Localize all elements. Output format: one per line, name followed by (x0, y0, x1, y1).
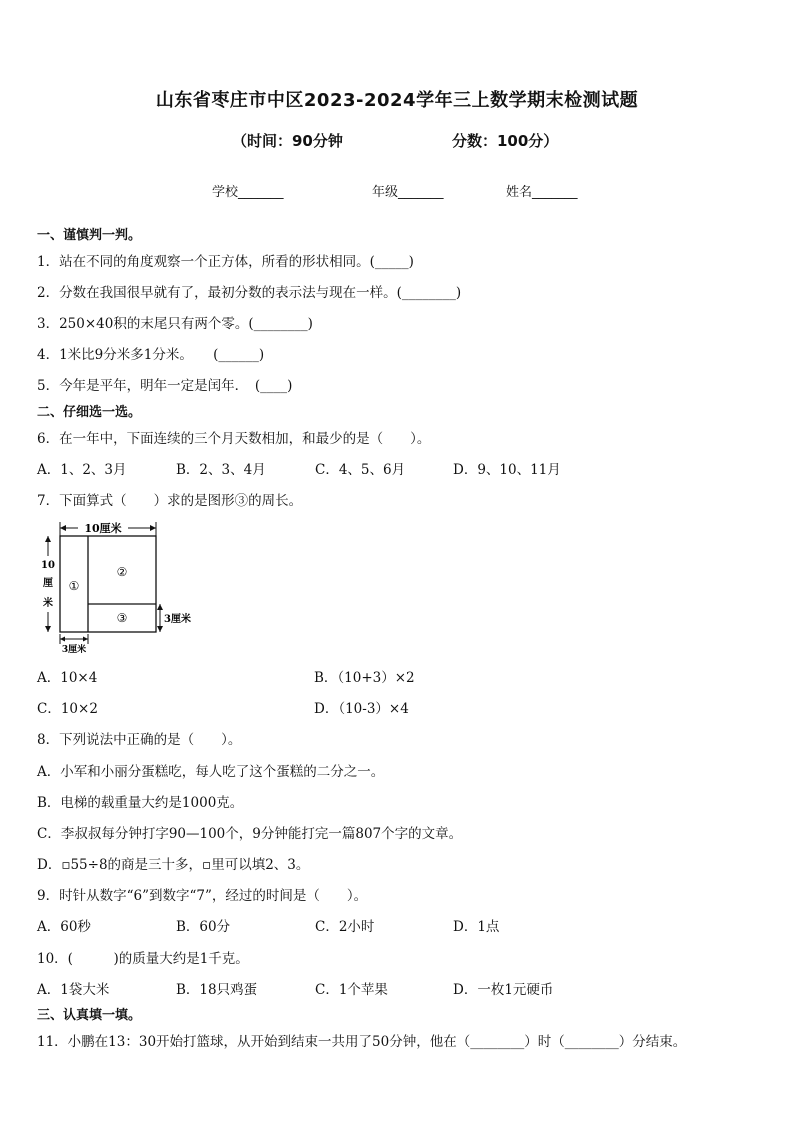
region-1-label: ① (68, 579, 80, 593)
name-field: 姓名_______ (506, 185, 578, 200)
q8-option-a: A．小军和小丽分蛋糕吃，每人吃了这个蛋糕的二分之一。 (37, 764, 385, 780)
top-arrow-left (60, 525, 66, 531)
question-5: 5．今年是平年，明年一定是闰年． (____) (37, 378, 293, 394)
right-arrow-bottom (157, 626, 163, 632)
question-3: 3．250×40积的末尾只有两个零。(________) (37, 316, 313, 332)
section-2-heading: 二、仔细选一选。 (37, 405, 142, 420)
q8-option-d: D．▫55÷8的商是三十多，▫里可以填2、3。 (37, 857, 310, 873)
q8-option-b: B．电梯的载重量大约是1000克。 (37, 795, 244, 811)
q10-option-c: C．1个苹果 (315, 982, 388, 998)
q7-option-b: B．（10+3）×2 (314, 670, 415, 686)
section-1-heading: 一、谨慎判一判。 (37, 228, 142, 243)
school-field: 学校_______ (212, 185, 284, 200)
question-7: 7．下面算式（ ）求的是图形③的周长。 (37, 493, 303, 509)
q6-option-b: B．2、3、4月 (176, 462, 266, 478)
top-arrow-right (150, 525, 156, 531)
question-9: 9．时针从数字“6”到数字“7”，经过的时间是（ ）。 (37, 888, 368, 904)
question-10: 10．( )的质量大约是1千克。 (37, 951, 249, 967)
left-arrow-top (45, 536, 51, 542)
q6-option-d: D．9、10、11月 (453, 462, 561, 478)
q7-figure-svg (40, 518, 200, 654)
left-dimension-unit-1: 厘 (43, 578, 53, 589)
q10-option-a: A．1袋大米 (37, 982, 110, 998)
question-4: 4．1米比9分米多1分米。 (______) (37, 347, 265, 363)
grade-field: 年级_______ (372, 185, 444, 200)
q8-option-c: C．李叔叔每分钟打字90—100个，9分钟能打完一篇807个字的文章。 (37, 826, 463, 842)
q7-option-d: D．（10-3）×4 (314, 701, 409, 717)
q6-option-a: A．1、2、3月 (37, 462, 127, 478)
left-arrow-bottom (45, 626, 51, 632)
q7-option-a: A．10×4 (37, 670, 98, 686)
q9-option-a: A．60秒 (37, 919, 91, 935)
section-3-heading: 三、认真填一填。 (37, 1008, 142, 1023)
question-8: 8．下列说法中正确的是（ ）。 (37, 732, 242, 748)
left-dimension-number: 10 (41, 560, 55, 571)
q6-option-c: C．4、5、6月 (315, 462, 406, 478)
q10-option-d: D．一枚1元硬币 (453, 982, 554, 998)
exam-score: 分数：100分） (452, 132, 559, 150)
question-1: 1．站在不同的角度观察一个正方体，所看的形状相同。(_____) (37, 254, 414, 270)
left-dimension-unit-2: 米 (43, 598, 53, 609)
question-11: 11．小鹏在13：30开始打篮球，从开始到结束一共用了50分钟，他在（________）时（________）分结束。 (37, 1034, 687, 1050)
right-dimension-label: 3厘米 (164, 614, 191, 625)
region-2-label: ② (116, 565, 128, 579)
q9-option-d: D．1点 (453, 919, 500, 935)
exam-time: （时间：90分钟 (232, 132, 343, 150)
page-title: 山东省枣庄市中区2023-2024学年三上数学期末检测试题 (155, 90, 639, 111)
right-arrow-top (157, 604, 163, 610)
bottom-arrow-right (83, 637, 88, 642)
q7-option-c: C．10×2 (37, 701, 98, 717)
q10-option-b: B．18只鸡蛋 (176, 982, 258, 998)
q9-option-b: B．60分 (176, 919, 231, 935)
bottom-dimension-label: 3厘米 (61, 645, 87, 654)
question-2: 2．分数在我国很早就有了，最初分数的表示法与现在一样。(________) (37, 285, 462, 301)
question-6: 6．在一年中，下面连续的三个月天数相加，和最少的是（ ）。 (37, 431, 431, 447)
bottom-arrow-left (60, 637, 65, 642)
region-3-label: ③ (116, 611, 128, 625)
q9-option-c: C．2小时 (315, 919, 375, 935)
top-dimension-label: 10厘米 (84, 522, 122, 535)
q7-figure (40, 518, 200, 654)
